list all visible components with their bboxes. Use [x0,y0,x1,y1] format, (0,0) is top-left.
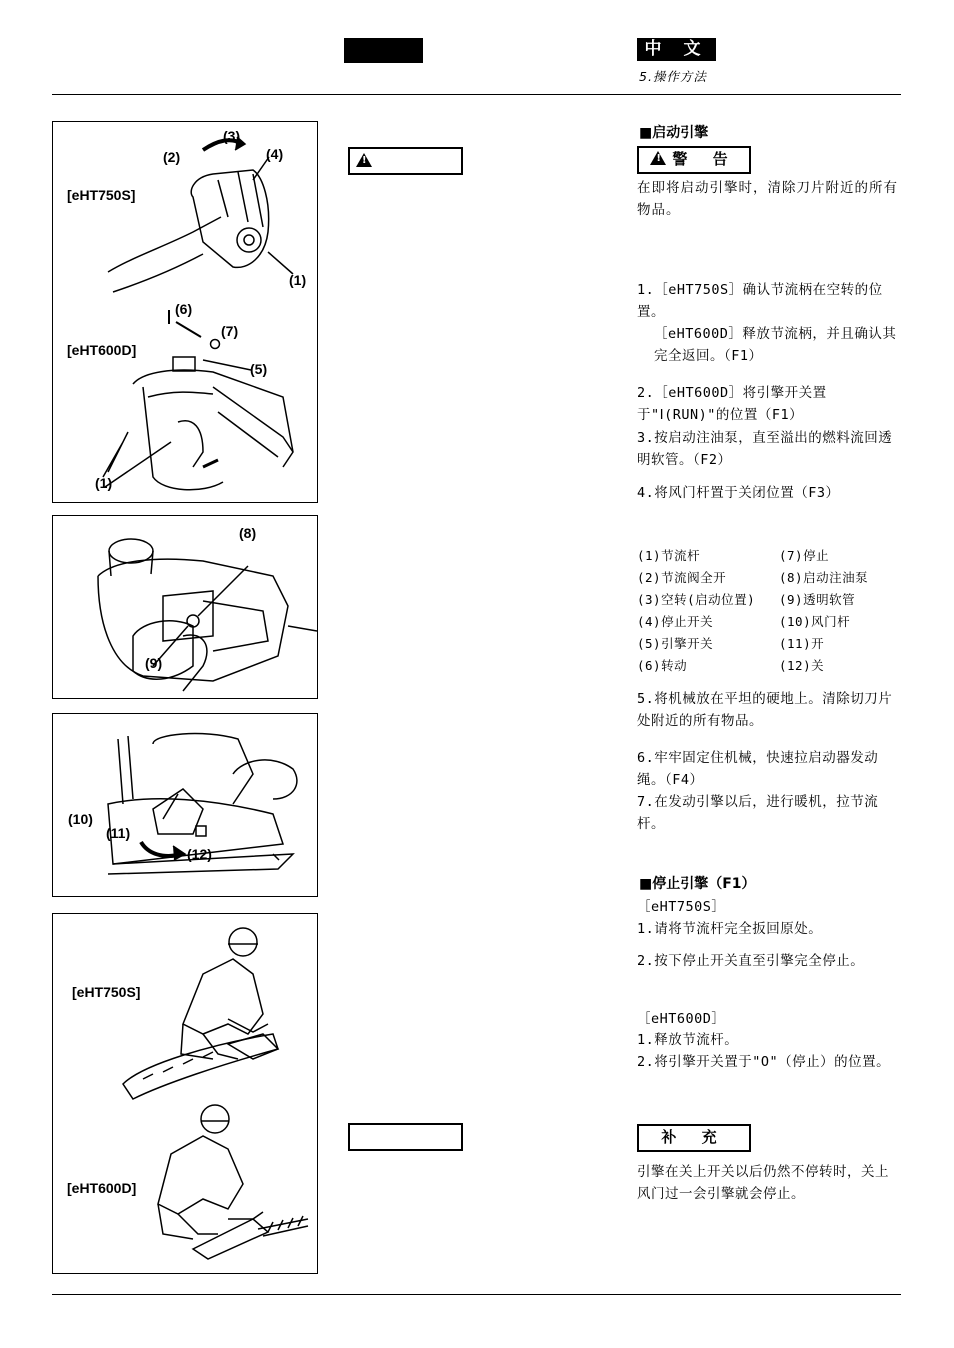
f1-label-3: (3) [223,128,241,144]
legend-8: (8)启动注油泵 [779,570,869,585]
legend-2: (2)节流阀全开 [637,570,727,585]
legend-5: (5)引擎开关 [637,636,714,651]
legend-6: (6)转动 [637,658,688,673]
start-heading: ■启动引擎 [639,125,709,141]
note-label: 补 充 [661,1128,727,1146]
legend-9: (9)透明软管 [779,592,856,607]
f3-label-12: (12) [187,846,212,862]
f1-label-5: (5) [250,361,268,377]
figure-f3 [52,713,318,897]
stop-heading: ■停止引擎（F1） [639,876,756,892]
step-6: 6.牢牢固定住机械，快速拉启动器发动绳。（F4） [637,750,879,788]
warning-label-box [637,146,751,174]
f4-model-600: [eHT600D] [67,1180,137,1196]
figure-f1 [52,121,318,503]
middle-note-box [348,1123,463,1151]
f1-label-6: (6) [175,301,193,317]
f4-illustration [53,914,317,1273]
step-4: 4.将风门杆置于关闭位置（F3） [637,485,840,501]
middle-warning-box [348,147,463,175]
f1-label-4: (4) [266,146,284,162]
warning-icon [650,151,666,165]
legend-12: (12)关 [779,658,825,673]
legend-3: (3)空转(启动位置) [637,592,756,607]
legend-10: (10)风门杆 [779,614,851,629]
header-rule [52,94,901,95]
f1-model-600: [eHT600D] [67,342,137,358]
section-title: 5.操作方法 [639,69,707,84]
legend-1: (1)节流杆 [637,548,701,563]
f3-label-10: (10) [68,811,93,827]
f2-label-8: (8) [239,525,257,541]
legend-11: (11)开 [779,636,825,651]
step-1-750: 1.［eHT750S］确认节流柄在空转的位置。 [637,282,883,320]
stop-750-step-1: 1.请将节流杆完全扳回原处。 [637,921,823,937]
step-5: 5.将机械放在平坦的硬地上。清除切刀片处附近的所有物品。 [637,691,893,729]
step-3: 3.按启动注油泵，直至溢出的燃料流回透明软管。（F2） [637,430,893,468]
step-1-600: ［eHT600D］释放节流柄，并且确认其完全返回。（F1） [654,326,897,364]
note-text: 引擎在关上开关以后仍然不停转时，关上风门过一会引擎就会停止。 [637,1164,889,1202]
stop-600-step-2: 2.将引擎开关置于"O"（停止）的位置。 [637,1054,891,1070]
note-label-box [637,1124,751,1152]
warning-text: 在即将启动引擎时，清除刀片附近的所有物品。 [637,180,898,218]
f1-label-2: (2) [163,149,181,165]
f1-model-750: [eHT750S] [67,187,136,203]
stop-600-model: ［eHT600D］ [637,1011,726,1027]
legend-7: (7)停止 [779,548,830,563]
f2-label-9: (9) [145,655,163,671]
step-2: 2.［eHT600D］将引擎开关置于"Ⅰ(RUN)"的位置（F1） [637,385,827,423]
f2-illustration [53,516,317,698]
footer-rule [52,1294,901,1295]
f1-label-1a: (1) [289,272,307,288]
language-tab: 中 文 [637,38,716,61]
figure-f4 [52,913,318,1274]
stop-600-step-1: 1.释放节流杆。 [637,1032,739,1048]
f3-label-11: (11) [106,825,131,841]
parts-legend [637,545,899,680]
f3-illustration [53,714,317,896]
warning-triangle-icon [356,153,372,167]
figure-f2 [52,515,318,699]
stop-750-step-2: 2.按下停止开关直至引擎完全停止。 [637,953,865,969]
stop-750-model: ［eHT750S］ [637,899,726,915]
legend-4: (4)停止开关 [637,614,714,629]
f1-label-1b: (1) [95,475,113,491]
f4-model-750: [eHT750S] [72,984,141,1000]
warning-label: 警 告 [672,150,738,168]
header-black-tab [344,38,423,63]
step-7: 7.在发动引擎以后，进行暖机，拉节流杆。 [637,794,879,832]
f1-label-7: (7) [221,323,239,339]
